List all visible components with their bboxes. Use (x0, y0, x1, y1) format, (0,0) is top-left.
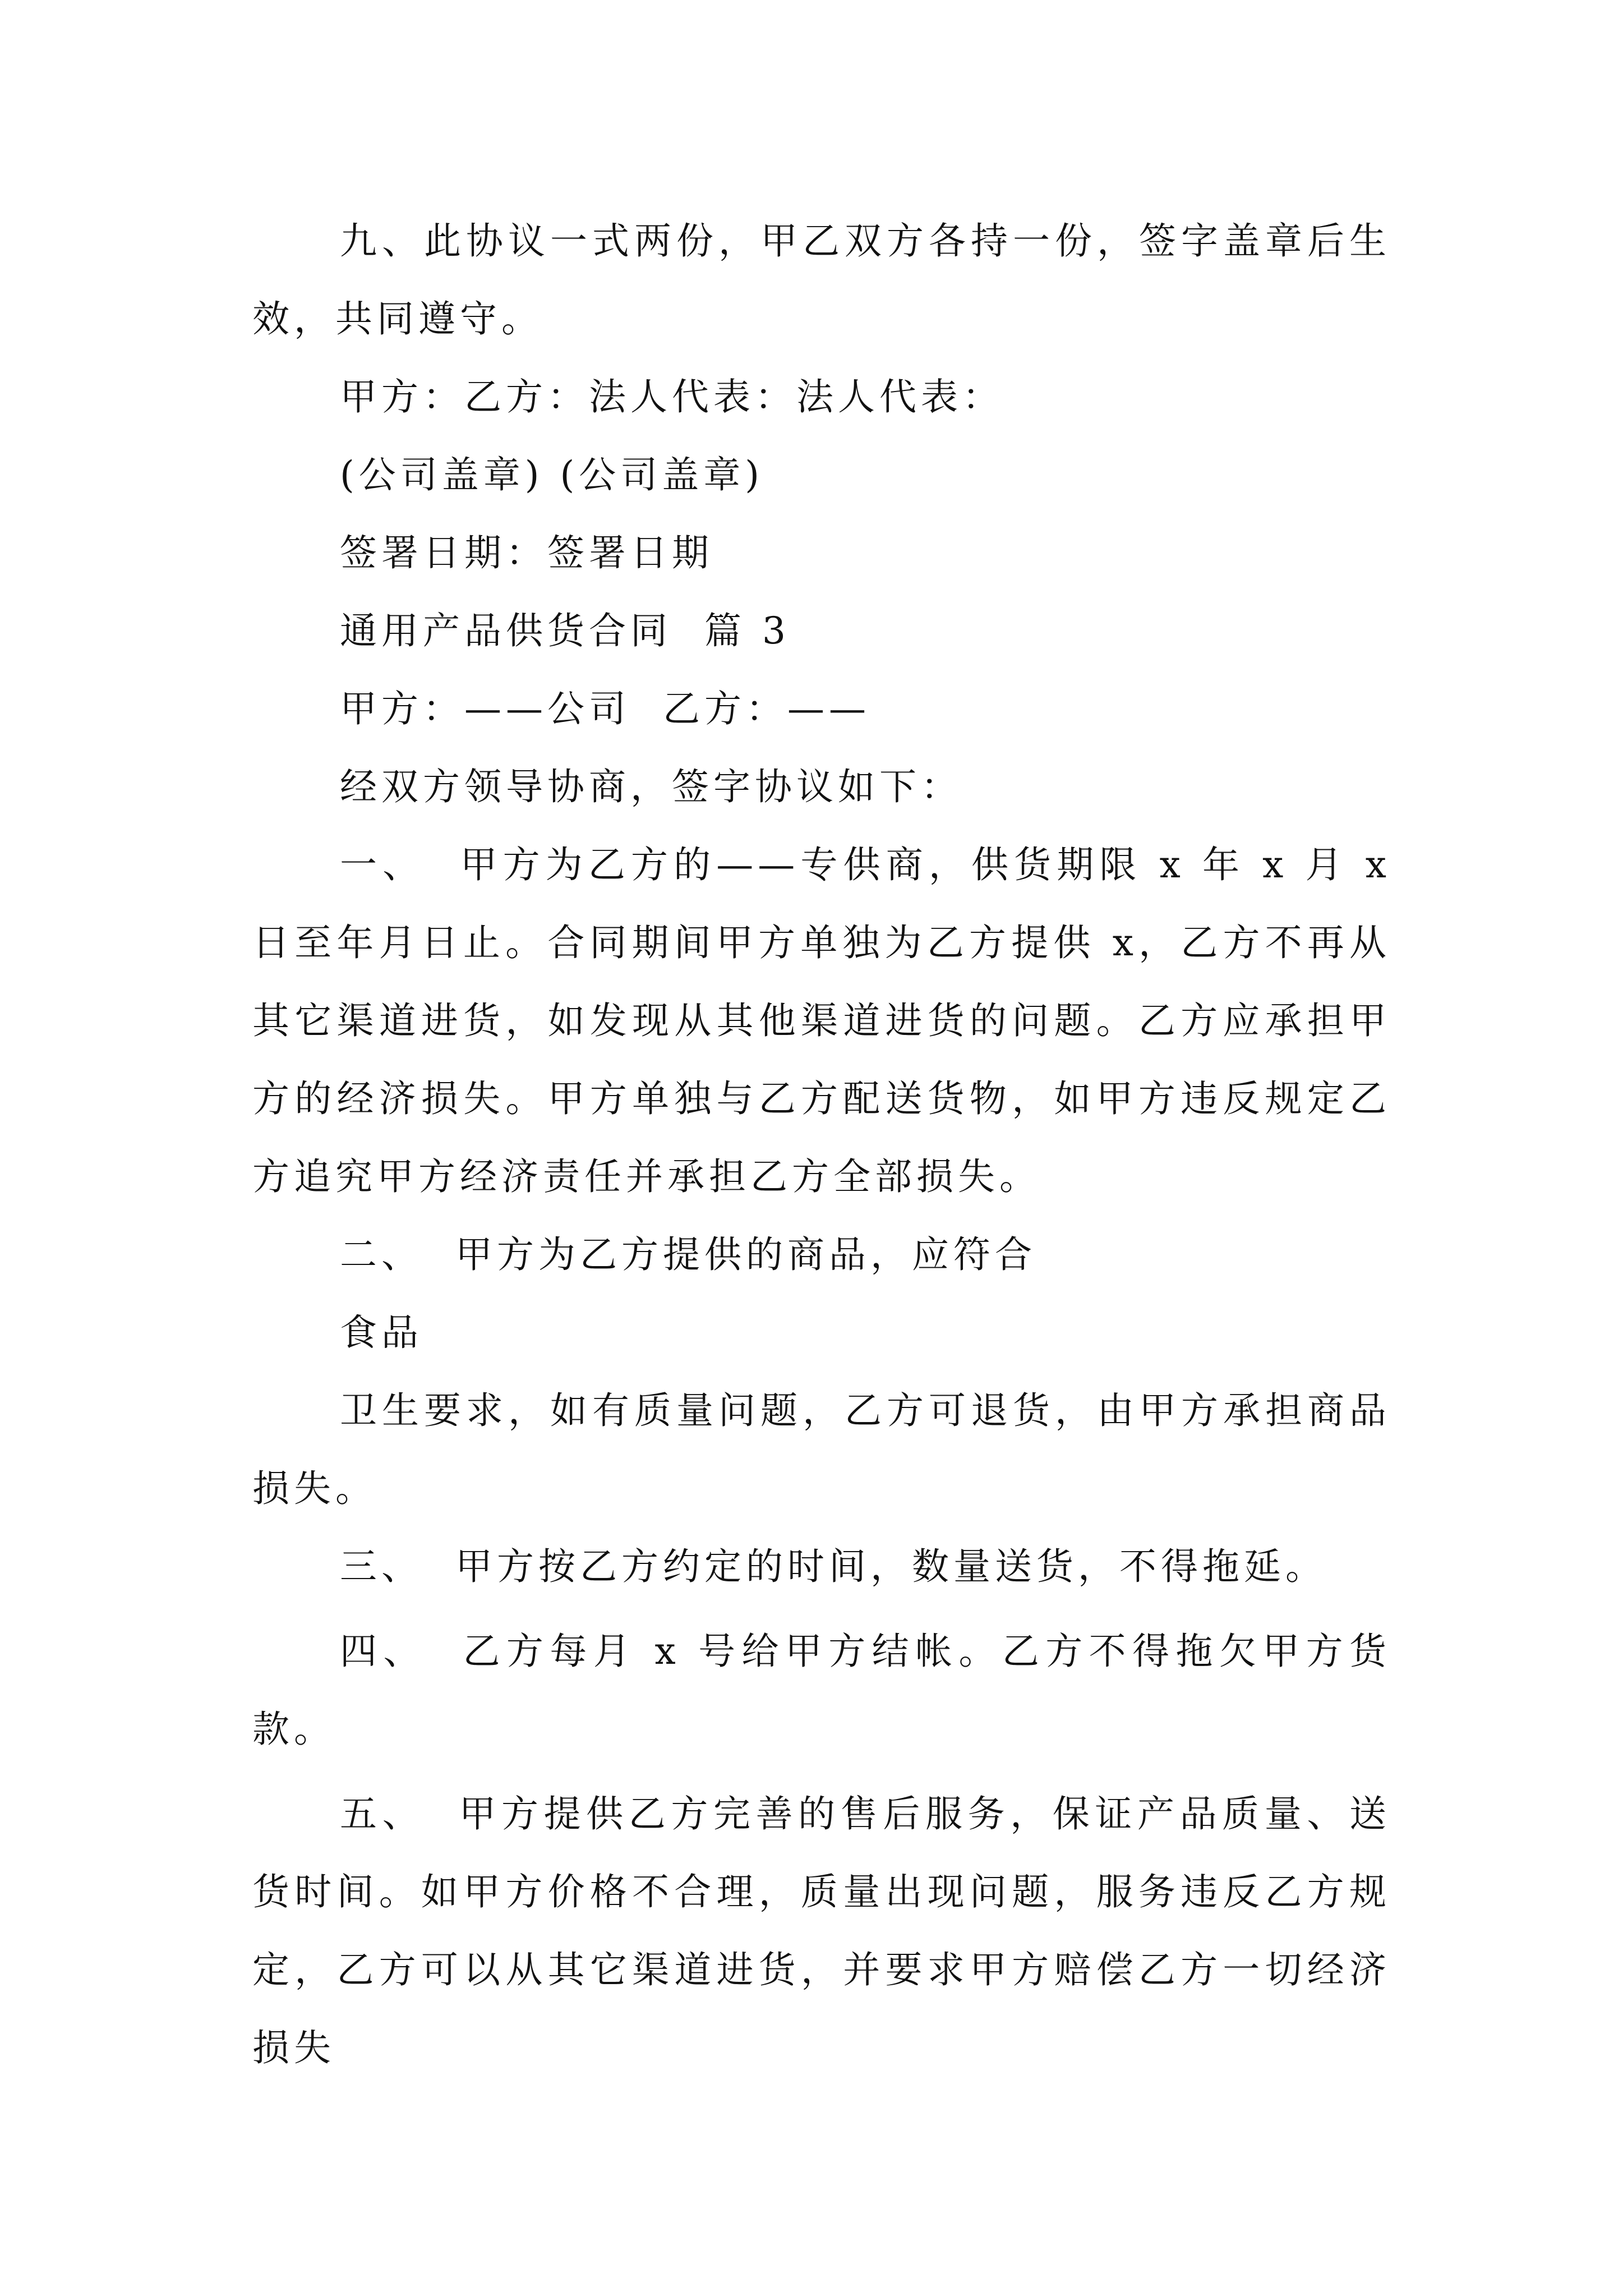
signatory-line: 甲方：乙方：法人代表：法人代表： (340, 375, 1004, 418)
clause-five-paragraph: 五、 甲方提供乙方完善的售后服务，保证产品质量、送货时间。如甲方价格不合理，质量出现问题，服务违反乙方规定，乙方可以从其它渠道进货，并要求甲方赔偿乙方一切经济损失 (252, 1792, 1391, 2069)
clause-two-paragraph: 二、 甲方为乙方提供的商品，应符合 (340, 1233, 1036, 1276)
clause-three-paragraph: 三、 甲方按乙方约定的时间，数量送货，不得拖延。 (340, 1545, 1327, 1588)
clause-four-paragraph: 四、 乙方每月 x 号给甲方结帐。乙方不得拖欠甲方货款。 (252, 1630, 1391, 1751)
clause-two-requirements: 卫生要求，如有质量问题，乙方可退货，由甲方承担商品损失。 (252, 1389, 1391, 1510)
clause-nine-paragraph: 九、此协议一式两份，甲乙双方各持一份，签字盖章后生效，共同遵守。 (252, 219, 1391, 341)
contract-title: 通用产品供货合同 篇 3 (340, 609, 790, 652)
agreement-intro: 经双方领导协商，签字协议如下： (340, 765, 962, 808)
signing-date-line: 签署日期：签署日期 (340, 531, 713, 574)
company-seal-line: (公司盖章) (公司盖章) (340, 453, 764, 496)
document-body (252, 202, 1407, 2087)
clause-one-paragraph: 一、 甲方为乙方的——专供商，供货期限 x 年 x 月 x 日至年月日止。合同期间甲方单独为乙方提供 x，乙方不再从其它渠道进货，如发现从其他渠道进货的问题。乙方应承担甲方的经济损失。甲方单独与乙方配送货物，如甲方违反规定乙方追究甲方经济责任并承担乙方全部损失。 (252, 843, 1407, 1198)
parties-line: 甲方：——公司 乙方：—— (340, 687, 870, 730)
clause-two-continuation: 食品 (340, 1311, 423, 1354)
